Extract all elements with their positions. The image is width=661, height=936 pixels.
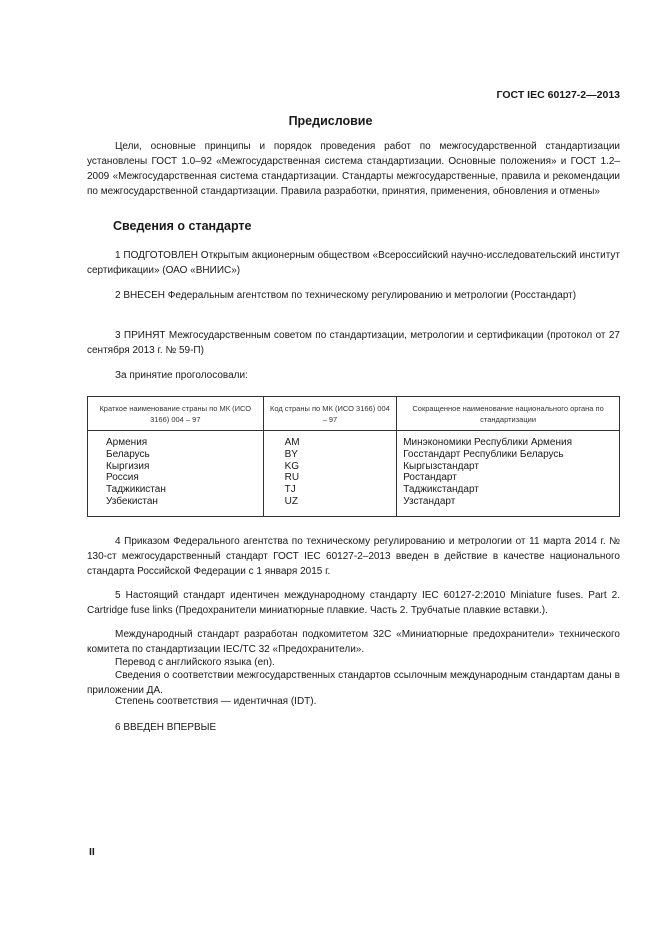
item-4-paragraph [87,534,620,579]
item-5-text: 5 Настоящий стандарт идентичен международному стандарту IEC 60127-2:2010 Miniature fuses. Part 2. Cartridge fuse links (Предохранители миниатюрные плавкие. Часть 2. Трубчатые плавкие вставки.). [87,590,620,616]
country-code: UZ [284,495,298,507]
country-name: Таджикистан [106,484,166,496]
header-country-code: Код страны по МК (ИСО 3166) 004 – 97 [263,397,397,431]
voted-label-paragraph [87,368,620,383]
country-code: RU [284,472,300,484]
item-5-committee-paragraph [87,627,620,657]
item-5-translation-text: Перевод с английского языка (en). [115,657,275,668]
page-number: II [89,846,95,858]
country-code: BY [284,448,298,460]
foreword-paragraph [87,139,620,199]
country-name: Россия [106,472,139,484]
vote-table [87,396,620,517]
foreword-text: Цели, основные принципы и порядок проведения работ по межгосударственной стандартизации установлены ГОСТ 1.0–92 «Межгосударственная система стандартизации. Основные положения» и ГОСТ 1.2–2009 «Межгосударственная система стандартизации. Стандарты межгосударственные, правила и рекомендации по межгосударственной стандартизации. Правила разработки, принятия, применения, обновления и отмены» [87,141,620,197]
item-6-text: 6 ВВЕДЕН ВПЕРВЫЕ [115,722,217,733]
standards-body: Госстандарт Республики Беларусь [403,448,564,460]
standards-body-column [397,431,620,517]
country-code: KG [284,460,300,472]
standards-body: Минэкономики Республики Армения [403,437,573,448]
country-name: Беларусь [106,448,150,460]
item-5-committee-text: Международный стандарт разработан подкомитетом 32С «Миниатюрные предохранители» технического комитета по стандартизации IEC/TC 32 «Предохранители». [87,629,620,655]
country-code: AM [284,437,300,448]
voted-label: За принятие проголосовали: [115,370,248,381]
country-code: TJ [284,484,296,496]
country-name: Кыргизия [106,460,150,472]
header-standards-body: Сокращенное наименование национального органа по стандартизации [397,397,620,431]
country-name: Узбекистан [106,495,158,507]
item-2-text: 2 ВНЕСЕН Федеральным агентством по техническому регулированию и метрологии (Росстандарт) [115,290,577,301]
standard-info-heading: Сведения о стандарте [113,219,252,233]
item-5-degree-text: Степень соответствия — идентичная (IDT). [115,696,317,707]
document-code: ГОСТ IEC 60127-2—2013 [496,89,620,101]
item-1-text: 1 ПОДГОТОВЛЕН Открытым акционерным обществом «Всероссийский научно-исследовательский институт сертификации» (ОАО «ВНИИС») [87,250,620,276]
item-4-text: 4 Приказом Федерального агентства по техническому регулированию и метрологии от 11 марта 2014 г. № 130-ст межгосударственный стандарт ГОСТ IEC 60127-2–2013 введен в действие в качестве национального стандарта Российской Федерации с 1 января 2015 г. [87,536,620,577]
item-3-paragraph [87,328,620,358]
header-country-name: Краткое наименование страны по МК (ИСО 3166) 004 – 97 [88,397,264,431]
country-name-column [88,431,264,517]
item-3-text: 3 ПРИНЯТ Межгосударственным советом по стандартизации, метрологии и сертификации (протокол от 27 сентября 2013 г. № 59-П) [87,330,620,356]
item-5-refs-text: Сведения о соответствии межгосударственных стандартов ссылочным международным стандартам даны в приложении ДА. [87,670,620,696]
vote-table-body-row [88,431,620,517]
country-name: Армения [106,437,148,448]
item-2-paragraph [87,288,620,303]
standards-body: Узстандарт [403,495,456,507]
item-1-paragraph [87,248,620,278]
item-6-paragraph [87,720,620,735]
item-5-degree-paragraph [87,694,620,709]
foreword-title: Предисловие [288,114,373,128]
standards-body: Таджикстандарт [403,484,479,496]
vote-table-header-row [88,397,620,431]
standards-body: Кыргызстандарт [403,460,479,472]
item-5-paragraph [87,588,620,618]
country-code-column [263,431,397,517]
standards-body: Ростандарт [403,472,457,484]
